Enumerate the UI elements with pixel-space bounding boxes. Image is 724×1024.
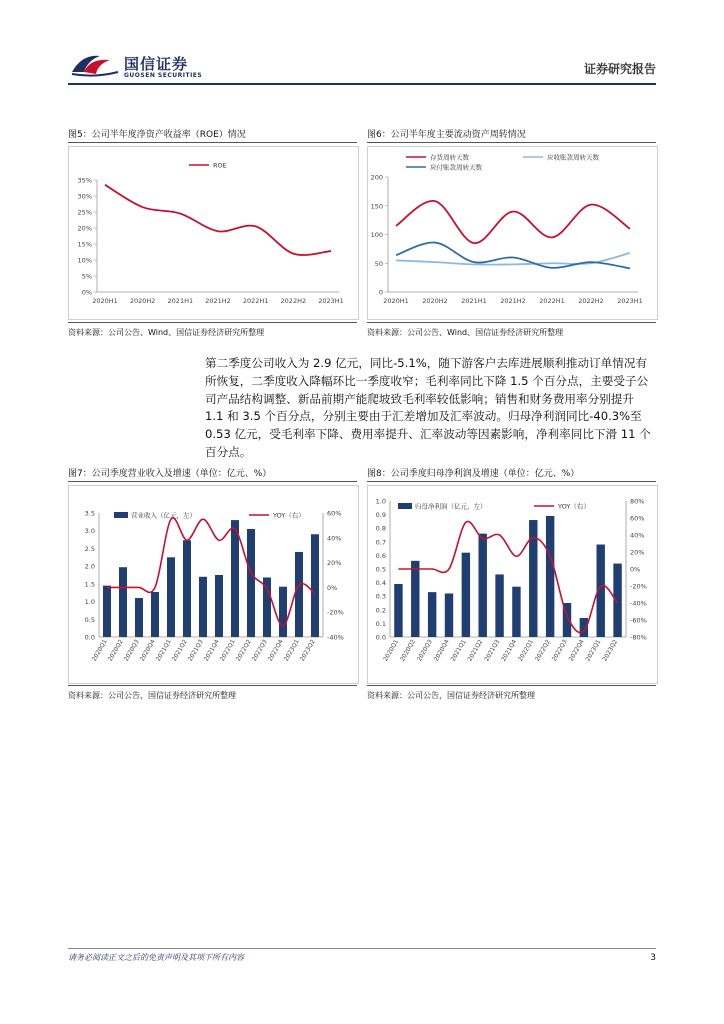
legend-label-bar: 归母净利润（亿元，左） xyxy=(415,502,487,511)
x-tick-label: 2023Q2 xyxy=(601,638,620,663)
fig5-source-rule xyxy=(68,322,357,323)
y-tick-label-left: 0.7 xyxy=(375,538,386,547)
y-tick-label-right: 20% xyxy=(630,548,645,557)
y-tick-label-left: 1.5 xyxy=(84,580,95,589)
y-tick-label-left: 3.0 xyxy=(84,527,95,536)
report-type-label: 证券研究报告 xyxy=(583,62,656,76)
y-tick-label: 0% xyxy=(81,288,92,297)
x-tick-label: 2021Q2 xyxy=(466,638,485,663)
x-tick-label: 2022Q1 xyxy=(517,638,536,663)
y-tick-label-left: 2.0 xyxy=(84,562,95,571)
bar-2021Q1 xyxy=(462,553,470,637)
x-tick-label: 2020H1 xyxy=(383,297,409,305)
x-tick-label: 2022H2 xyxy=(578,297,604,305)
y-tick-label: 5% xyxy=(81,272,92,281)
y-tick-label-left: 0.0 xyxy=(84,633,95,642)
x-tick-label: 2023H1 xyxy=(617,297,643,305)
y-tick-label-left: 0.1 xyxy=(375,619,386,628)
y-tick-label-right: 20% xyxy=(327,559,342,568)
footer-divider xyxy=(68,948,656,949)
y-tick-label: 30% xyxy=(77,192,92,201)
x-tick-label: 2022Q4 xyxy=(266,638,285,663)
bar-2020Q4 xyxy=(445,593,453,637)
y-tick-label-left: 0.3 xyxy=(375,592,386,601)
x-tick-label: 2021H2 xyxy=(205,297,231,305)
series-line-1 xyxy=(105,185,331,255)
bar-2022Q3 xyxy=(263,577,271,637)
legend-swatch-bar xyxy=(398,503,412,509)
y-tick-label-left: 1.0 xyxy=(84,598,95,607)
y-tick-label-left: 0.5 xyxy=(84,615,95,624)
x-tick-label: 2022Q4 xyxy=(567,638,586,663)
x-tick-label: 2020Q2 xyxy=(399,638,418,663)
legend-label-bar: 营业收入（亿元，左） xyxy=(131,511,196,520)
y-tick-label: 100 xyxy=(370,231,383,239)
y-tick-label-left: 0.5 xyxy=(375,565,386,574)
x-tick-label: 2022Q3 xyxy=(250,638,269,663)
y-tick-label: 10% xyxy=(77,256,92,265)
fig6-title-rule xyxy=(367,142,656,143)
footer-disclaimer: 请务必阅读正文之后的免责声明及其项下所有内容 xyxy=(68,953,244,962)
y-tick-label: 0 xyxy=(378,288,383,297)
y-tick-label-right: -20% xyxy=(327,608,344,617)
x-tick-label: 2022Q2 xyxy=(533,638,552,663)
body-paragraph xyxy=(205,355,655,462)
x-tick-label: 2020Q4 xyxy=(138,638,157,663)
bar-2021Q3 xyxy=(199,577,207,637)
y-tick-label: 20% xyxy=(77,224,92,233)
x-tick-label: 2021Q4 xyxy=(202,638,221,663)
bar-2022Q2 xyxy=(546,516,554,637)
fig8-source: 资料来源：公司公告，国信证券经济研究所整理 xyxy=(367,691,535,700)
legend-label: 应付账款周转天数 xyxy=(430,163,482,172)
x-tick-label: 2020Q4 xyxy=(432,638,451,663)
x-tick-label: 2021H1 xyxy=(461,297,487,305)
x-tick-label: 2021H1 xyxy=(167,297,194,305)
y-tick-label: 150 xyxy=(370,202,383,211)
y-tick-label: 35% xyxy=(77,176,92,185)
legend-label: 应收账款周转天数 xyxy=(547,153,599,162)
legend-label-yoy: YOY（右） xyxy=(558,502,590,511)
bar-2022Q4 xyxy=(279,587,287,637)
x-tick-label: 2020Q2 xyxy=(106,638,125,663)
fig6-chart xyxy=(368,147,657,319)
fig8-title-rule xyxy=(367,481,656,482)
y-tick-label-left: 0.8 xyxy=(375,524,386,533)
y-tick-label-right: 0% xyxy=(630,565,641,574)
legend-label: 存货周转天数 xyxy=(430,153,469,162)
x-tick-label: 2020Q3 xyxy=(415,638,434,663)
x-tick-label: 2021Q3 xyxy=(186,638,205,663)
x-tick-label: 2021Q4 xyxy=(500,638,519,663)
y-tick-label-right: -40% xyxy=(630,599,647,608)
fig8-source-rule xyxy=(367,685,656,686)
y-tick-label-right: -20% xyxy=(630,582,647,591)
legend-label-yoy: YOY（右） xyxy=(273,511,305,520)
fig7-title: 图7：公司季度营业收入及增速（单位：亿元、%） xyxy=(68,469,272,479)
y-tick-label-left: 3.5 xyxy=(84,509,95,518)
bar-2020Q3 xyxy=(428,592,436,637)
bar-2021Q4 xyxy=(215,575,223,637)
y-tick-label-left: 0.9 xyxy=(375,511,386,520)
x-tick-label: 2022Q2 xyxy=(234,638,253,663)
fig7-source-rule xyxy=(68,685,357,686)
x-tick-label: 2021Q1 xyxy=(449,638,468,663)
bar-2021Q3 xyxy=(495,574,503,637)
bar-2021Q2 xyxy=(479,534,487,637)
x-tick-label: 2020H2 xyxy=(422,297,448,305)
bar-2020Q3 xyxy=(135,598,143,637)
bar-2021Q4 xyxy=(512,587,520,637)
x-tick-label: 2022H2 xyxy=(280,297,307,305)
x-tick-label: 2021Q2 xyxy=(170,638,189,663)
fig5-source: 资料来源：公司公告、Wind、国信证券经济研究所整理 xyxy=(68,328,265,337)
fig5-title: 图5：公司半年度净资产收益率（ROE）情况 xyxy=(68,130,246,140)
y-tick-label: 200 xyxy=(370,173,383,182)
x-tick-label: 2022Q3 xyxy=(550,638,569,663)
y-tick-label-left: 1.0 xyxy=(375,497,386,506)
y-tick-label-left: 0.4 xyxy=(375,579,386,588)
logo-text-en: GUOSEN SECURITIES xyxy=(124,72,203,79)
paragraph-text: 第二季度公司收入为 2.9 亿元，同比-5.1%，随下游客户去库进展顺利推动订单情况有所恢复，二季度收入降幅环比一季度收窄；毛利率同比下降 1.5 个百分点，主要受子公司产品结构调整、新品前期产能爬坡致毛利率较低影响；销售和财务费用率分别提升 1.1 和 3.5 个百分点，分别主要由于汇差增加及汇率波动。归母净利润同比-40.3%至 0.53 亿元，受毛利率下降、费用率提升、汇率波动等因素影响，净利率同比下滑 11 个百分点。 xyxy=(205,356,651,459)
fig6-source-rule xyxy=(367,322,656,323)
header-divider xyxy=(68,83,656,85)
y-tick-label: 50 xyxy=(374,259,383,268)
x-tick-label: 2023Q1 xyxy=(584,638,603,663)
x-tick-label: 2021Q3 xyxy=(483,638,502,663)
guosen-logo-icon xyxy=(70,50,120,80)
fig6-source: 资料来源：公司公告、Wind、国信证券经济研究所整理 xyxy=(367,328,564,337)
bar-2020Q1 xyxy=(103,586,111,637)
fig7-source: 资料来源：公司公告，国信证券经济研究所整理 xyxy=(68,691,236,700)
y-tick-label-right: 40% xyxy=(327,534,342,543)
y-tick-label-right: 40% xyxy=(630,531,645,540)
x-tick-label: 2021H2 xyxy=(500,297,526,305)
y-tick-label-left: 0.0 xyxy=(375,633,386,642)
logo-text-cn: 国信证券 xyxy=(124,55,189,73)
y-tick-label: 15% xyxy=(77,240,92,249)
x-tick-label: 2023H1 xyxy=(318,297,344,305)
bar-2023Q1 xyxy=(295,552,303,637)
fig6-chart-box xyxy=(367,146,658,320)
bar-2020Q4 xyxy=(151,592,159,637)
y-tick-label: 25% xyxy=(77,208,92,217)
x-tick-label: 2020Q1 xyxy=(382,638,401,663)
page-header xyxy=(0,0,724,90)
fig5-chart xyxy=(69,147,358,319)
bar-2020Q1 xyxy=(394,584,402,637)
y-tick-label-right: 60% xyxy=(327,509,342,518)
bar-2021Q2 xyxy=(183,540,191,637)
fig7-chart-box xyxy=(68,485,359,684)
x-tick-label: 2020Q1 xyxy=(90,638,109,663)
fig7-chart xyxy=(69,486,358,683)
x-tick-label: 2022H1 xyxy=(242,297,269,305)
fig8-title: 图8：公司季度归母净利润及增速（单位：亿元、%） xyxy=(367,469,580,479)
x-tick-label: 2022Q1 xyxy=(218,638,237,663)
fig8-chart xyxy=(368,486,657,683)
legend-label: ROE xyxy=(213,161,227,170)
y-tick-label-right: -40% xyxy=(327,633,344,642)
x-tick-label: 2021Q1 xyxy=(154,638,173,663)
y-tick-label-left: 0.2 xyxy=(375,606,386,615)
y-tick-label-right: -60% xyxy=(630,616,647,625)
fig7-title-rule xyxy=(68,481,357,482)
bar-2020Q2 xyxy=(119,567,127,637)
x-tick-label: 2023Q2 xyxy=(298,638,317,663)
y-tick-label-left: 0.6 xyxy=(375,551,386,560)
legend-swatch-bar xyxy=(114,512,128,518)
x-tick-label: 2020H1 xyxy=(92,297,118,305)
y-tick-label-right: 0% xyxy=(327,583,338,592)
bar-2021Q1 xyxy=(167,557,175,637)
bar-2022Q1 xyxy=(231,520,239,637)
bar-2020Q2 xyxy=(411,561,419,637)
x-tick-label: 2020Q3 xyxy=(122,638,141,663)
y-tick-label-right: -80% xyxy=(630,633,647,642)
page-number: 3 xyxy=(650,953,656,963)
x-tick-label: 2023Q1 xyxy=(282,638,301,663)
series-line-1 xyxy=(396,201,630,243)
bar-2023Q2 xyxy=(311,534,319,637)
fig6-title: 图6：公司半年度主要流动资产周转情况 xyxy=(367,130,526,140)
fig8-chart-box xyxy=(367,485,658,684)
fig5-title-rule xyxy=(68,142,357,143)
y-tick-label-right: 60% xyxy=(630,514,645,523)
x-tick-label: 2022H1 xyxy=(539,297,565,305)
fig5-chart-box xyxy=(68,146,359,320)
x-tick-label: 2020H2 xyxy=(129,297,156,305)
y-tick-label-left: 2.5 xyxy=(84,544,95,553)
bar-2022Q2 xyxy=(247,529,255,637)
y-tick-label-right: 80% xyxy=(630,497,645,506)
bar-2023Q2 xyxy=(613,564,621,637)
